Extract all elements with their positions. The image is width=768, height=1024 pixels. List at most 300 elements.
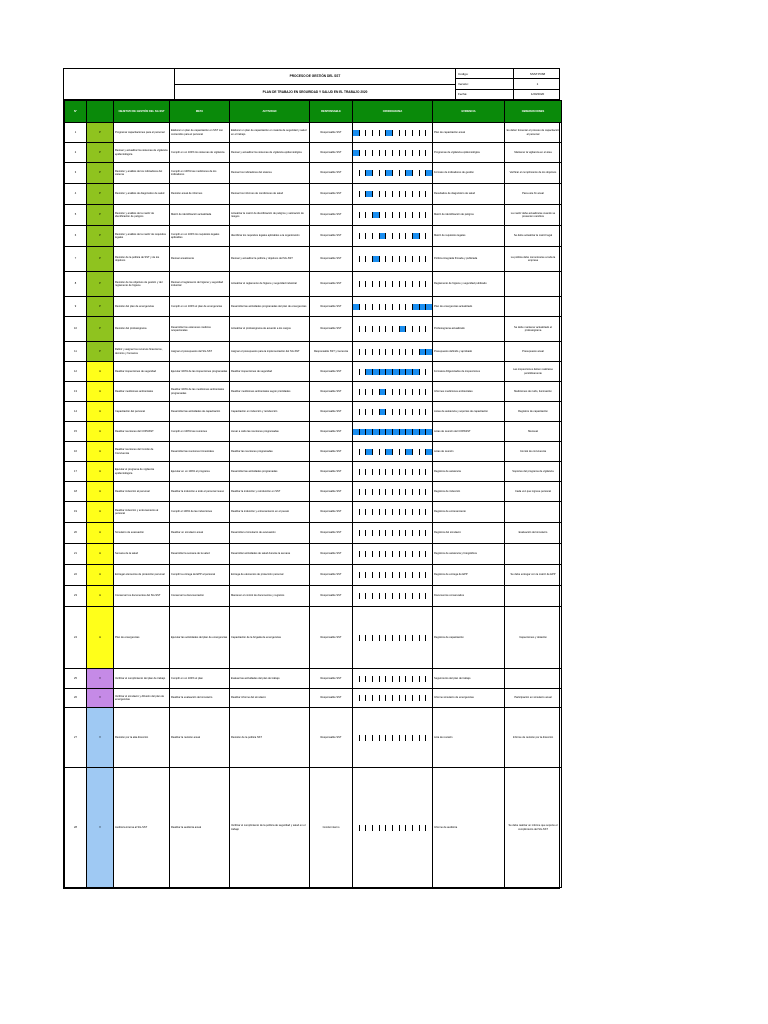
- table-body: [65, 123, 562, 888]
- schedule-month: [413, 572, 420, 578]
- plan-title: PLAN DE TRABAJO EN SEGURIDAD Y SALUD EN EL TRABAJO 2020: [262, 89, 368, 94]
- schedule-month: [420, 130, 427, 136]
- schedule-month: [353, 256, 360, 262]
- schedule-month: [373, 489, 380, 495]
- activity-cell: Realizar la inducción y reinducción en SST: [230, 482, 310, 502]
- row-number: 10: [65, 317, 87, 342]
- schedule-month: [413, 676, 420, 682]
- schedule-month: [406, 170, 413, 176]
- row-number: 23: [65, 586, 87, 607]
- schedule-month: [420, 449, 427, 455]
- schedule-month: [393, 551, 400, 557]
- observation-cell: Soportes del programa de vigilancia: [505, 462, 562, 482]
- schedule-month: [400, 509, 407, 515]
- schedule-month: [360, 191, 367, 197]
- activity-cell: Desarrollar actividades de salud durante la semana: [230, 544, 310, 565]
- table-row: [65, 226, 562, 247]
- observation-cell: Se debe realizar un informe que soporte el cumplimiento del SG-SST: [505, 768, 562, 888]
- observation-cell: [505, 272, 562, 297]
- schedule-month: [373, 212, 380, 218]
- activity-cell: Capacitación en inducción y reinducción: [230, 402, 310, 422]
- row-number: 19: [65, 502, 87, 523]
- schedule-grid: [353, 369, 432, 375]
- schedule-month: [393, 150, 400, 156]
- row-number: 11: [65, 342, 87, 362]
- schedule-grid: [353, 233, 432, 239]
- table-row: [65, 297, 562, 317]
- schedule-month: [366, 551, 373, 557]
- evidence-cell: Actas de reunión: [433, 442, 505, 462]
- table-row: [65, 523, 562, 544]
- schedule-month: [426, 735, 432, 741]
- schedule-month: [413, 369, 420, 375]
- evidence-cell: Plan de capacitación anual: [433, 123, 505, 143]
- column-header: RESPONSABLE: [310, 101, 353, 123]
- schedule-month: [406, 191, 413, 197]
- schedule-month: [353, 409, 360, 415]
- schedule-grid: [353, 825, 432, 831]
- schedule-month: [400, 635, 407, 641]
- schedule-month: [373, 304, 380, 310]
- table-row: [65, 184, 562, 205]
- schedule-grid: [353, 530, 432, 536]
- phase-cell: P: [87, 342, 114, 362]
- row-number: 28: [65, 768, 87, 888]
- table-row: [65, 462, 562, 482]
- schedule-month: [373, 695, 380, 701]
- schedule-month: [386, 572, 393, 578]
- evidence-cell: Listas de asistencia y soportes de capacitación: [433, 402, 505, 422]
- responsible-cell: Responsable SST: [310, 442, 353, 462]
- activity-cell: Desarrollar el simulacro de evacuación: [230, 523, 310, 544]
- goal-cell: Revisión anual de informes: [170, 184, 230, 205]
- schedule-month: [366, 735, 373, 741]
- schedule-month: [373, 429, 380, 435]
- table-row: [65, 607, 562, 669]
- row-number: 8: [65, 272, 87, 297]
- table-row: [65, 422, 562, 442]
- codigo-value: SSST.P068: [529, 71, 546, 76]
- schedule-month: [420, 735, 427, 741]
- phase-cell: V: [87, 669, 114, 689]
- responsible-cell: Responsable SST: [310, 382, 353, 402]
- schedule-cell: [353, 565, 433, 586]
- schedule-month: [380, 130, 387, 136]
- schedule-month: [413, 449, 420, 455]
- schedule-month: [366, 635, 373, 641]
- schedule-month: [420, 389, 427, 395]
- goal-cell: Desarrollar las actividades de capacitación: [170, 402, 230, 422]
- schedule-grid: [353, 469, 432, 475]
- objective-cell: Ejecutar el programa de vigilancia epidemiológica: [114, 462, 170, 482]
- goal-cell: Ejecutar las actividades del plan de emergencias: [170, 607, 230, 669]
- phase-cell: P: [87, 143, 114, 163]
- schedule-month: [360, 551, 367, 557]
- schedule-month: [400, 676, 407, 682]
- activity-cell: Actualizar el profesiograma de acuerdo a los cargos: [230, 317, 310, 342]
- objective-cell: Realizar reuniones del COPASST: [114, 422, 170, 442]
- observation-cell: Verificar el cumplimiento de los objetivos: [505, 163, 562, 184]
- schedule-month: [406, 572, 413, 578]
- schedule-month: [426, 304, 432, 310]
- schedule-month: [406, 409, 413, 415]
- table-row: [65, 768, 562, 888]
- table-row: [65, 482, 562, 502]
- schedule-month: [380, 191, 387, 197]
- schedule-month: [413, 349, 420, 355]
- column-header: EVIDENCIA: [433, 101, 505, 123]
- schedule-month: [400, 233, 407, 239]
- table-row: [65, 317, 562, 342]
- schedule-month: [380, 349, 387, 355]
- schedule-month: [353, 130, 360, 136]
- schedule-month: [360, 281, 367, 287]
- schedule-month: [393, 389, 400, 395]
- goal-cell: Cumplir en un 100% el plan: [170, 669, 230, 689]
- activity-cell: Evaluar las actividades del plan de trabajo: [230, 669, 310, 689]
- goal-cell: Cumplir el 100% de las inducciones: [170, 502, 230, 523]
- responsible-cell: Comité interno: [310, 768, 353, 888]
- schedule-month: [366, 572, 373, 578]
- phase-cell: P: [87, 297, 114, 317]
- schedule-cell: [353, 442, 433, 462]
- schedule-month: [380, 489, 387, 495]
- phase-cell: H: [87, 523, 114, 544]
- schedule-month: [373, 530, 380, 536]
- column-header: META: [170, 101, 230, 123]
- table-row: [65, 272, 562, 297]
- observation-cell: Mediciones de ruido, iluminación: [505, 382, 562, 402]
- observation-cell: Presupuesto anual: [505, 342, 562, 362]
- schedule-month: [360, 369, 367, 375]
- activity-cell: Revisar los informes de condiciones de salud: [230, 184, 310, 205]
- schedule-month: [360, 825, 367, 831]
- schedule-month: [393, 191, 400, 197]
- schedule-month: [420, 191, 427, 197]
- schedule-month: [353, 233, 360, 239]
- version-value: 1: [536, 81, 539, 86]
- schedule-month: [406, 825, 413, 831]
- evidence-cell: Acta de revisión: [433, 708, 505, 768]
- schedule-month: [380, 150, 387, 156]
- schedule-cell: [353, 586, 433, 607]
- observation-cell: Inspecciones y dotación: [505, 607, 562, 669]
- schedule-grid: [353, 150, 432, 156]
- activity-cell: Desarrollar las actividades programadas del plan de emergencias: [230, 297, 310, 317]
- schedule-month: [366, 212, 373, 218]
- goal-cell: Conservar la documentación: [170, 586, 230, 607]
- schedule-month: [420, 489, 427, 495]
- evidence-cell: Registros de asistencia: [433, 462, 505, 482]
- schedule-month: [353, 326, 360, 332]
- schedule-month: [386, 449, 393, 455]
- schedule-month: [393, 409, 400, 415]
- table-row: [65, 669, 562, 689]
- schedule-month: [413, 509, 420, 515]
- evidence-cell: Registros de capacitación: [433, 607, 505, 669]
- schedule-month: [393, 695, 400, 701]
- schedule-month: [393, 304, 400, 310]
- schedule-month: [393, 369, 400, 375]
- schedule-grid: [353, 429, 432, 435]
- schedule-month: [353, 304, 360, 310]
- schedule-month: [373, 281, 380, 287]
- schedule-month: [426, 530, 432, 536]
- observation-cell: [505, 502, 562, 523]
- objective-cell: Auditoría interna al SG-SST: [114, 768, 170, 888]
- row-number: 15: [65, 422, 87, 442]
- row-number: 1: [65, 123, 87, 143]
- schedule-month: [400, 429, 407, 435]
- objective-cell: Capacitación del personal: [114, 402, 170, 422]
- table-row: [65, 689, 562, 708]
- activity-cell: Realizar mediciones ambientales según prioridades: [230, 382, 310, 402]
- table-row: [65, 143, 562, 163]
- schedule-month: [380, 449, 387, 455]
- row-number: 24: [65, 607, 87, 669]
- schedule-month: [426, 593, 432, 599]
- schedule-month: [386, 489, 393, 495]
- schedule-month: [353, 635, 360, 641]
- schedule-month: [366, 389, 373, 395]
- schedule-grid: [353, 170, 432, 176]
- schedule-month: [413, 326, 420, 332]
- schedule-cell: [353, 708, 433, 768]
- evidence-cell: Formato de indicadores de gestión: [433, 163, 505, 184]
- schedule-month: [380, 635, 387, 641]
- schedule-grid: [353, 281, 432, 287]
- schedule-cell: [353, 382, 433, 402]
- schedule-month: [360, 593, 367, 599]
- schedule-month: [360, 130, 367, 136]
- schedule-month: [413, 191, 420, 197]
- schedule-month: [366, 429, 373, 435]
- schedule-month: [420, 349, 427, 355]
- objective-cell: Revisar y actualizar los sistemas de vigilancia epidemiológica: [114, 143, 170, 163]
- schedule-grid: [353, 349, 432, 355]
- schedule-month: [386, 389, 393, 395]
- schedule-month: [366, 676, 373, 682]
- goal-cell: Desarrollar los exámenes médicos ocupacionales: [170, 317, 230, 342]
- schedule-month: [353, 676, 360, 682]
- phase-cell: H: [87, 442, 114, 462]
- schedule-month: [420, 635, 427, 641]
- schedule-month: [426, 256, 432, 262]
- schedule-month: [366, 489, 373, 495]
- schedule-month: [413, 551, 420, 557]
- schedule-month: [366, 191, 373, 197]
- schedule-month: [400, 551, 407, 557]
- responsible-cell: Responsable SST: [310, 247, 353, 272]
- phase-cell: P: [87, 205, 114, 226]
- schedule-month: [426, 281, 432, 287]
- activity-cell: Identificar los requisitos legales aplicables a la organización: [230, 226, 310, 247]
- activity-cell: Realizar informe del simulacro: [230, 689, 310, 708]
- schedule-month: [400, 572, 407, 578]
- objective-cell: Revisión y análisis de la matriz de requisitos legales: [114, 226, 170, 247]
- goal-cell: Realizar la auditoría anual: [170, 768, 230, 888]
- phase-cell: H: [87, 402, 114, 422]
- objective-cell: Plan de emergencias: [114, 607, 170, 669]
- schedule-cell: [353, 143, 433, 163]
- schedule-month: [380, 593, 387, 599]
- table-row: [65, 708, 562, 768]
- responsible-cell: Responsable SST: [310, 586, 353, 607]
- goal-cell: Revisar anualmente: [170, 247, 230, 272]
- responsible-cell: Responsable SST: [310, 689, 353, 708]
- schedule-month: [373, 326, 380, 332]
- schedule-grid: [353, 449, 432, 455]
- row-number: 21: [65, 544, 87, 565]
- responsible-cell: Responsable SST: [310, 317, 353, 342]
- schedule-month: [373, 369, 380, 375]
- schedule-cell: [353, 272, 433, 297]
- schedule-month: [400, 735, 407, 741]
- evidence-cell: Formatos diligenciados de inspecciones: [433, 362, 505, 382]
- table-header-row: [65, 101, 562, 123]
- schedule-month: [380, 509, 387, 515]
- schedule-month: [426, 449, 432, 455]
- objective-cell: Revisión y análisis de la matriz de identificación de peligros: [114, 205, 170, 226]
- table-row: [65, 205, 562, 226]
- schedule-month: [426, 572, 432, 578]
- responsible-cell: Responsable SST: [310, 297, 353, 317]
- schedule-month: [353, 572, 360, 578]
- responsible-cell: Responsable SST: [310, 502, 353, 523]
- schedule-cell: [353, 422, 433, 442]
- schedule-month: [406, 233, 413, 239]
- evidence-cell: Matriz de requisitos legales: [433, 226, 505, 247]
- phase-cell: P: [87, 317, 114, 342]
- phase-cell: P: [87, 123, 114, 143]
- schedule-month: [400, 170, 407, 176]
- schedule-month: [400, 825, 407, 831]
- schedule-month: [393, 349, 400, 355]
- schedule-month: [386, 150, 393, 156]
- schedule-month: [400, 489, 407, 495]
- schedule-month: [386, 530, 393, 536]
- evidence-cell: Registros del simulacro: [433, 523, 505, 544]
- schedule-month: [393, 212, 400, 218]
- schedule-month: [366, 593, 373, 599]
- schedule-cell: [353, 607, 433, 669]
- schedule-cell: [353, 768, 433, 888]
- schedule-month: [426, 170, 432, 176]
- column-header: N°: [65, 101, 87, 123]
- objective-cell: Realizar inspecciones de seguridad: [114, 362, 170, 382]
- schedule-month: [406, 150, 413, 156]
- schedule-month: [426, 695, 432, 701]
- schedule-month: [366, 509, 373, 515]
- schedule-month: [366, 825, 373, 831]
- schedule-month: [426, 130, 432, 136]
- goal-cell: Cumplir en un 100% los requisitos legales aplicables: [170, 226, 230, 247]
- responsible-cell: Responsable SST: [310, 184, 353, 205]
- schedule-month: [366, 281, 373, 287]
- schedule-month: [413, 469, 420, 475]
- schedule-month: [380, 530, 387, 536]
- schedule-month: [380, 233, 387, 239]
- schedule-month: [366, 256, 373, 262]
- goal-cell: Realizar la inducción a todo el personal nuevo: [170, 482, 230, 502]
- schedule-month: [413, 593, 420, 599]
- evidence-cell: Plan de emergencias actualizado: [433, 297, 505, 317]
- evidence-cell: Actas de reunión del COPASST: [433, 422, 505, 442]
- schedule-month: [353, 551, 360, 557]
- objective-cell: Simulacro de evacuación: [114, 523, 170, 544]
- schedule-month: [353, 825, 360, 831]
- activity-cell: Actualizar la matriz de identificación de peligros y valoración de riesgos: [230, 205, 310, 226]
- goal-cell: Desarrollar la semana de la salud: [170, 544, 230, 565]
- schedule-cell: [353, 689, 433, 708]
- phase-cell: P: [87, 226, 114, 247]
- schedule-month: [393, 676, 400, 682]
- row-number: 18: [65, 482, 87, 502]
- schedule-cell: [353, 402, 433, 422]
- schedule-month: [400, 349, 407, 355]
- schedule-cell: [353, 226, 433, 247]
- schedule-month: [380, 212, 387, 218]
- schedule-month: [413, 489, 420, 495]
- schedule-grid: [353, 409, 432, 415]
- observation-cell: Cada vez que ingrese personal: [505, 482, 562, 502]
- schedule-month: [360, 304, 367, 310]
- schedule-month: [360, 170, 367, 176]
- schedule-month: [420, 281, 427, 287]
- schedule-month: [386, 191, 393, 197]
- schedule-month: [353, 212, 360, 218]
- logo-area: [64, 69, 175, 99]
- schedule-month: [386, 825, 393, 831]
- observation-cell: Se debe mantener actualizado el profesiograma: [505, 317, 562, 342]
- schedule-month: [420, 593, 427, 599]
- objective-cell: Definir y asignar los recursos financieros, técnicos y humanos: [114, 342, 170, 362]
- schedule-month: [360, 212, 367, 218]
- schedule-month: [406, 509, 413, 515]
- schedule-month: [393, 469, 400, 475]
- objective-cell: Verificar el simulacro y difusión del plan de emergencias: [114, 689, 170, 708]
- phase-cell: P: [87, 247, 114, 272]
- schedule-month: [420, 409, 427, 415]
- objective-cell: Realizar inducción y entrenamiento al personal: [114, 502, 170, 523]
- schedule-month: [413, 170, 420, 176]
- schedule-month: [400, 449, 407, 455]
- schedule-month: [386, 695, 393, 701]
- evidence-cell: Registros de entrenamiento: [433, 502, 505, 523]
- observation-cell: Evaluación del simulacro: [505, 523, 562, 544]
- schedule-month: [406, 256, 413, 262]
- row-number: 6: [65, 226, 87, 247]
- table-row: [65, 565, 562, 586]
- schedule-month: [360, 635, 367, 641]
- phase-cell: H: [87, 462, 114, 482]
- schedule-month: [360, 409, 367, 415]
- table-row: [65, 402, 562, 422]
- document-header: [64, 69, 559, 100]
- schedule-month: [406, 469, 413, 475]
- schedule-month: [420, 212, 427, 218]
- schedule-month: [380, 572, 387, 578]
- schedule-cell: [353, 184, 433, 205]
- schedule-month: [406, 429, 413, 435]
- schedule-month: [366, 150, 373, 156]
- schedule-month: [406, 635, 413, 641]
- table-row: [65, 362, 562, 382]
- schedule-month: [353, 735, 360, 741]
- schedule-month: [406, 695, 413, 701]
- schedule-cell: [353, 205, 433, 226]
- schedule-month: [413, 130, 420, 136]
